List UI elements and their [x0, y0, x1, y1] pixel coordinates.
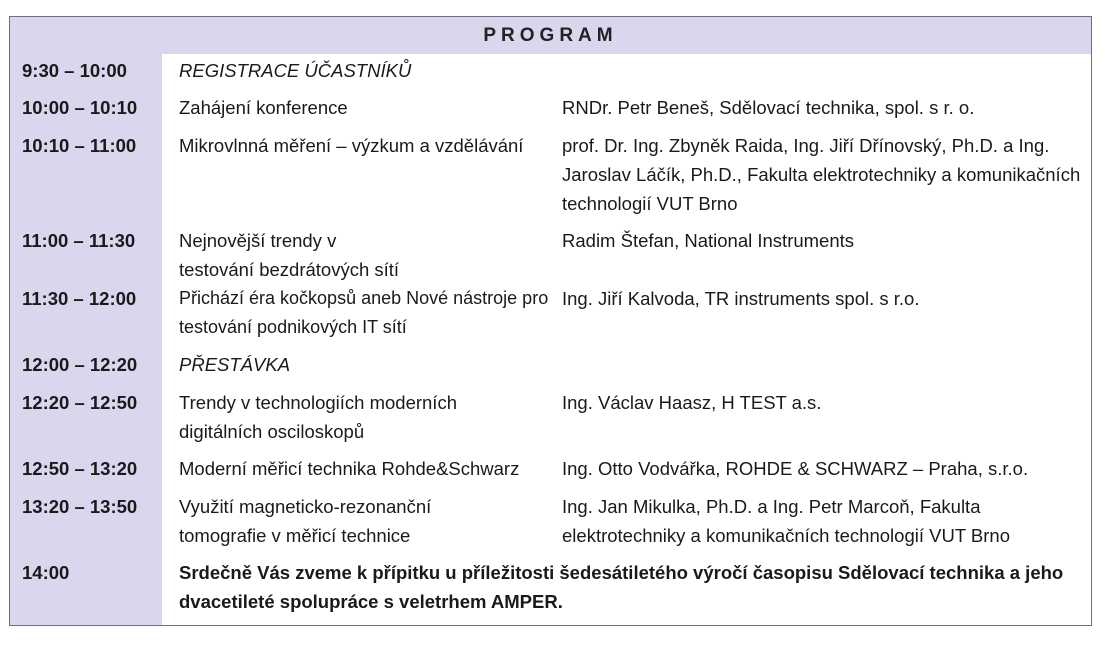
row-speaker [562, 350, 1091, 388]
row-topic: Mikrovlnná měření – výzkum a vzdělávání [179, 135, 524, 156]
program-row [10, 558, 1091, 616]
program-row [10, 454, 1091, 492]
program-table [9, 16, 1092, 626]
program-row [10, 388, 1091, 454]
row-topic: Nejnovější trendy v testování bezdrátových sítí [179, 230, 400, 280]
row-time: 10:10 – 11:00 [22, 135, 137, 156]
program-title: PROGRAM [483, 24, 618, 46]
row-topic: Přichází éra kočkopsů aneb Nové nástroje pro testování podnikových IT sítí [179, 288, 549, 337]
program-row [10, 492, 1091, 558]
row-topic: Trendy v technologiích moderních digitálních osciloskopů [179, 392, 457, 442]
program-row [10, 284, 1091, 350]
row-speaker: prof. Dr. Ing. Zbyněk Raida, Ing. Jiří Dřínovský, Ph.D. a Ing. Jaroslav Láčík, Ph.D., Fakulta elektrotechniky a komunikačních technologií VUT Brno [562, 135, 1081, 214]
row-time: 13:20 – 13:50 [22, 496, 138, 517]
row-topic: Moderní měřicí technika Rohde&Schwarz [179, 458, 520, 479]
row-speaker: Ing. Václav Haasz, H TEST a.s. [562, 392, 822, 413]
row-speaker: Ing. Jan Mikulka, Ph.D. a Ing. Petr Marcoň, Fakulta elektrotechniky a komunikačních technologií VUT Brno [562, 496, 1011, 546]
row-time: 9:30 – 10:00 [22, 60, 127, 81]
row-speaker [562, 56, 1091, 93]
program-row [10, 350, 1091, 388]
row-speaker: Radim Štefan, National Instruments [562, 230, 855, 251]
row-time: 12:20 – 12:50 [22, 392, 138, 413]
program-row [10, 93, 1091, 131]
row-topic: REGISTRACE ÚČASTNÍKŮ [179, 60, 412, 81]
row-time: 11:00 – 11:30 [22, 230, 136, 251]
closing-invitation: Srdečně Vás zveme k přípitku u příležitosti šedesátiletého výročí časopisu Sdělovací technika a jeho dvacetileté spolupráce s veletrhem AMPER. [179, 562, 1064, 612]
row-topic: PŘESTÁVKA [179, 354, 291, 375]
row-time: 10:00 – 10:10 [22, 97, 138, 118]
program-row [10, 131, 1091, 226]
row-speaker: Ing. Jiří Kalvoda, TR instruments spol. s r.o. [562, 288, 920, 309]
row-speaker: RNDr. Petr Beneš, Sdělovací technika, spol. s r. o. [562, 97, 975, 118]
program-rows [10, 54, 1091, 616]
row-time: 11:30 – 12:00 [22, 288, 137, 309]
row-topic: Využití magneticko-rezonanční tomografie v měřicí technice [179, 496, 432, 546]
program-row [10, 56, 1091, 93]
program-header [10, 17, 1091, 54]
row-time: 12:00 – 12:20 [22, 354, 138, 375]
row-topic: Zahájení konference [179, 97, 348, 118]
program-row [10, 226, 1091, 284]
row-time: 12:50 – 13:20 [22, 458, 138, 479]
row-speaker: Ing. Otto Vodvářka, ROHDE & SCHWARZ – Praha, s.r.o. [562, 458, 1029, 479]
row-time: 14:00 [22, 562, 70, 583]
